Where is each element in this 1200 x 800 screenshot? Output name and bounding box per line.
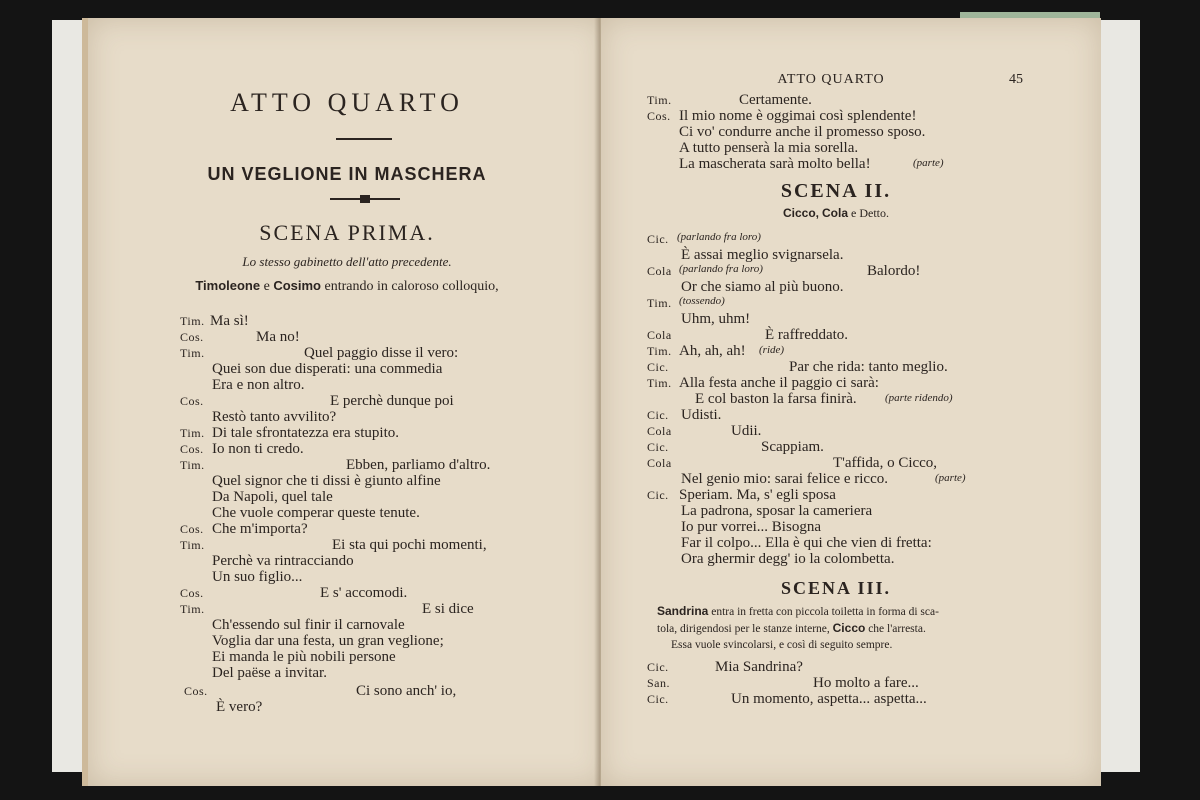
verse-line: Ora ghermir degg' io la colombetta. (681, 551, 895, 567)
speaker-label: Cic. (647, 408, 669, 422)
verse-line: T'affida, o Cicco, (833, 455, 938, 471)
verse-line: Or che siamo al più buono. (681, 279, 844, 295)
verse-line: La padrona, sposar la cameriera (681, 503, 873, 519)
verse-line: Udisti. (681, 407, 722, 423)
verse-line: Ei sta qui pochi momenti, (332, 537, 487, 553)
speaker-label: Cic. (647, 660, 669, 674)
right-page (600, 18, 1101, 786)
stage-text: entra in fretta con piccola toiletta in forma di sca- (711, 606, 939, 618)
stage-note: (parte ridendo) (885, 392, 953, 404)
speaker-label: Tim. (647, 376, 672, 390)
stage-note: (parlando fra loro) (679, 263, 763, 275)
verse-line: Speriam. Ma, s' egli sposa (679, 487, 836, 503)
speaker-label: Tim. (180, 602, 205, 616)
scene-2-cast (601, 206, 1071, 221)
speaker-label: Tim. (180, 458, 205, 472)
verse-line: Un suo figlio... (212, 569, 303, 585)
verse-line: Quel paggio disse il vero: (304, 345, 459, 361)
verse-line: Il mio nome è oggimai così splendente! (679, 108, 917, 124)
verse-line: Ci vo' condurre anche il promesso sposo. (679, 124, 926, 140)
speaker-label: Cola (647, 264, 672, 278)
speaker-label: Cola (647, 424, 672, 438)
character-name: Cicco (832, 621, 866, 635)
verse-line: Voglia dar una festa, un gran veglione; (212, 633, 444, 649)
verse-line: Era e non altro. (212, 377, 305, 393)
verse-line: È raffreddato. (765, 327, 849, 343)
stage-text: entrando in caloroso colloquio, (324, 279, 499, 294)
speaker-label: Cic. (647, 232, 669, 246)
verse-line: Che vuole comperar queste tenute. (212, 505, 420, 521)
verse-line: Ah, ah, ah! (679, 343, 746, 359)
verse-line: Restò tanto avvilito? (212, 409, 337, 425)
verse-line: A tutto penserà la mia sorella. (679, 140, 859, 156)
speaker-label: Cos. (180, 394, 204, 408)
stage-text: tola, dirigendosi per le stanze interne, (657, 623, 830, 635)
verse-line: Uhm, uhm! (681, 311, 751, 327)
speaker-label: Tim. (647, 93, 672, 107)
verse-line: Ebben, parliamo d'altro. (346, 457, 491, 473)
speaker-label: Tim. (180, 538, 205, 552)
verse-line: Balordo! (867, 263, 921, 279)
speaker-label: Cos. (180, 442, 204, 456)
speaker-label: Cos. (184, 684, 208, 698)
verse-line: Ci sono anch' io, (356, 683, 457, 699)
verse-line: Udii. (731, 423, 762, 439)
scene-title: SCENA PRIMA. (259, 220, 435, 245)
speaker-label: Cola (647, 456, 672, 470)
verse-line: Quei son due disperati: una commedia (212, 361, 443, 377)
verse-line: Ch'essendo sul finir il carnovale (212, 617, 405, 633)
verse-line: Da Napoli, quel tale (212, 489, 333, 505)
stage-note: (parte) (913, 157, 944, 169)
running-header: ATTO QUARTO (777, 72, 885, 87)
verse-line: Par che rida: tanto meglio. (789, 359, 948, 375)
verse-line: E col baston la farsa finirà. (695, 391, 857, 407)
character-name: Sandrina (657, 604, 709, 618)
speaker-label: Cola (647, 328, 672, 342)
cast-text: e Detto. (851, 206, 890, 220)
verse-line: È assai meglio svignarsela. (681, 247, 844, 263)
speaker-label: Tim. (180, 426, 205, 440)
verse-line: È vero? (216, 699, 263, 715)
verse-line: Far il colpo... Ella è qui che vien di fretta: (681, 535, 932, 551)
stage-text: Essa vuole svincolarsi, e così di seguito sempre. (671, 639, 893, 651)
verse-line: Di tale sfrontatezza era stupito. (212, 425, 400, 441)
speaker-label: Cic. (647, 440, 669, 454)
stage-direction (88, 278, 606, 295)
scene-3-stage-direction (657, 603, 939, 653)
verse-line: Io pur vorrei... Bisogna (681, 519, 821, 535)
character-name: Timoleone (195, 278, 261, 293)
scene-3-title: SCENA III. (780, 578, 892, 598)
verse-line: Ho molto a fare... (813, 675, 919, 691)
verse-line: Mia Sandrina? (715, 659, 803, 675)
stage-note: (parte) (935, 472, 966, 484)
title-rule (336, 138, 392, 140)
stage-note: (tossendo) (679, 295, 725, 307)
scene-setting: Lo stesso gabinetto dell'atto precedente. (242, 254, 452, 269)
verse-line: Nel genio mio: sarai felice e ricco. (681, 471, 888, 487)
scene-2-title: SCENA II. (780, 180, 892, 202)
speaker-label: Tim. (647, 296, 672, 310)
verse-line: Quel signor che ti dissi è giunto alfine (212, 473, 441, 489)
verse-line: Scappiam. (761, 439, 824, 455)
speaker-label: Cic. (647, 360, 669, 374)
speaker-label: Tim. (180, 346, 205, 360)
character-name: Cosimo (273, 278, 321, 293)
ornament-icon (328, 194, 402, 204)
act-title: ATTO QUARTO (230, 88, 464, 117)
speaker-label: Cos. (180, 522, 204, 536)
verse-line: Alla festa anche il paggio ci sarà: (679, 375, 879, 391)
speaker-label: Cic. (647, 488, 669, 502)
speaker-label: Tim. (180, 314, 205, 328)
speaker-label: San. (647, 676, 670, 690)
verse-line: E si dice (422, 601, 474, 617)
verse-line: Ma sì! (210, 313, 249, 329)
verse-line: Che m'importa? (212, 521, 308, 537)
verse-line: E perchè dunque poi (330, 393, 454, 409)
stage-note: (parlando fra loro) (677, 231, 761, 243)
character-name: Cicco, (782, 206, 819, 220)
subtitle: UN VEGLIONE IN MASCHERA (207, 164, 487, 184)
speaker-label: Cic. (647, 692, 669, 706)
stage-note: (ride) (759, 344, 785, 356)
speaker-label: Tim. (647, 344, 672, 358)
verse-line: Un momento, aspetta... aspetta... (731, 691, 927, 707)
verse-line: La mascherata sarà molto bella! (679, 156, 871, 172)
verse-line: Ma no! (256, 329, 300, 345)
verse-line: Ei manda le più nobili persone (212, 649, 396, 665)
verse-line: Perchè va rintracciando (212, 553, 354, 569)
conjunction: e (263, 279, 270, 294)
verse-line: Io non ti credo. (212, 441, 304, 457)
speaker-label: Cos. (647, 109, 671, 123)
speaker-label: Cos. (180, 330, 204, 344)
character-name: Cola (822, 206, 849, 220)
left-page (82, 18, 606, 786)
verse-line: E s' accomodi. (320, 585, 408, 601)
speaker-label: Cos. (180, 586, 204, 600)
stage-text: che l'arresta. (868, 623, 926, 635)
verse-line: Del paëse a invitar. (212, 665, 327, 681)
page-number: 45 (1009, 72, 1023, 87)
verse-line: Certamente. (739, 92, 812, 108)
